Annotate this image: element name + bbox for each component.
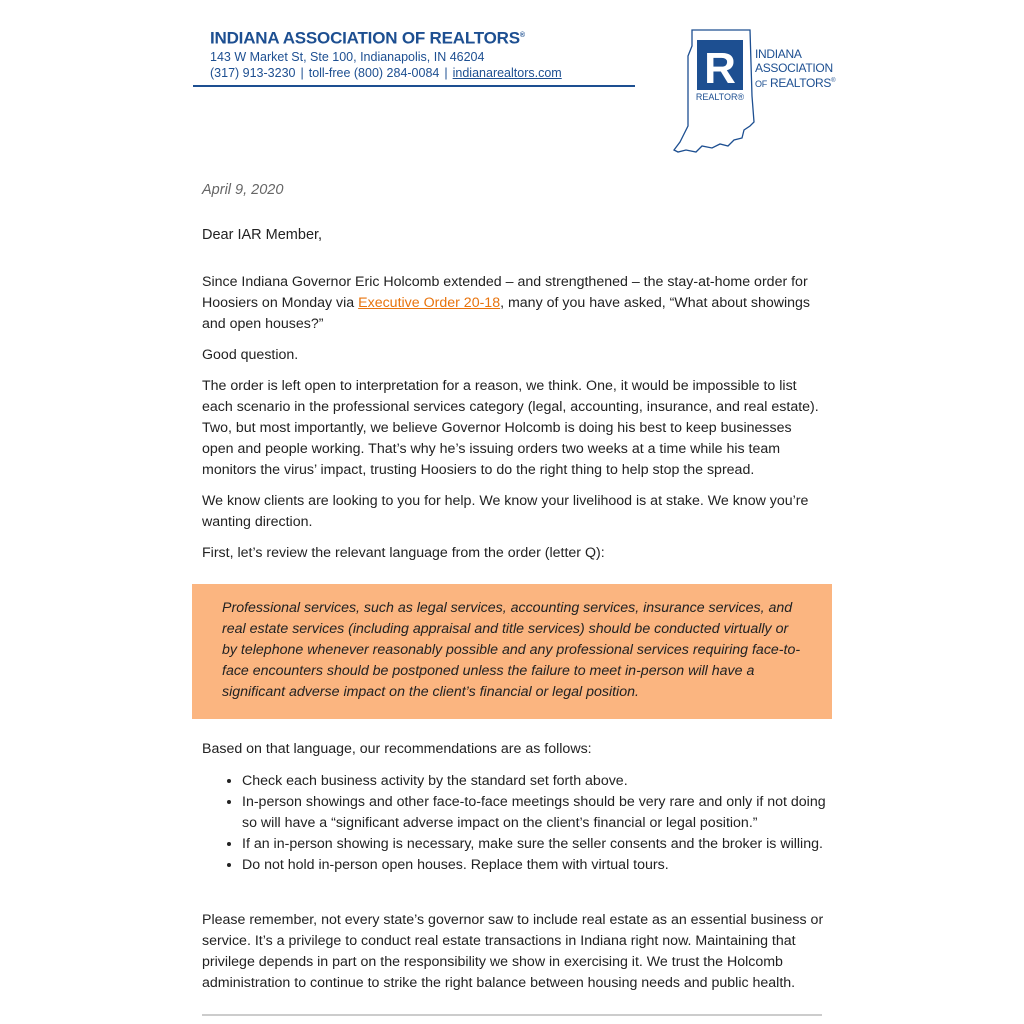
- order-quote-text: Professional services, such as legal services, accounting services, insurance services, and real estate services (including appraisal and title services) should be conducted virtually or by telephone whenever reasonably possible and any professional services requiring face-to-face encounters should be postponed unless the failure to meet in-person will have a significant adverse impact on the client’s financial or legal position.: [222, 600, 801, 700]
- remember-paragraph: Please remember, not every state’s governor saw to include real estate as an essential business or service. It’s a privilege to conduct real estate transactions in Indiana right now. Maintaining that privilege depends in part on the responsibility we show in exercising it. We trust the Holcomb administration to continue to strike the right balance between housing needs and public health.: [202, 912, 824, 991]
- org-tollfree: toll-free (800) 284-0084: [308, 65, 440, 80]
- list-item: • If an in-person showing is necessary, make sure the seller consents and the broker is willing.: [242, 834, 842, 855]
- logo-line-indiana: INDIANA: [755, 47, 802, 61]
- letterhead: [210, 26, 640, 81]
- header-rule: [193, 85, 635, 87]
- logo-realtors-mark: ®: [831, 78, 836, 84]
- org-address: 143 W Market St, Ste 100, Indianapolis, IN 46204: [210, 49, 485, 64]
- indiana-realtors-logo: [672, 26, 842, 158]
- intro-text-end: , many of you have asked, “What about showings and open houses?”: [202, 295, 811, 332]
- realtor-r-letter: R: [704, 44, 736, 93]
- clients-paragraph: We know clients are looking to you for help. We know your livelihood is at stake. We know you’re wanting direction.: [202, 493, 809, 530]
- contact-separator: |: [300, 65, 304, 80]
- intro-paragraph: [202, 272, 824, 335]
- list-item: • Check each business activity by the standard set forth above.: [242, 771, 842, 792]
- good-question-paragraph: Good question.: [202, 347, 299, 363]
- logo-realtors-word: REALTORS: [769, 76, 832, 90]
- intro-text-start: Since Indiana Governor Eric Holcomb extended – and strengthened – the stay-at-home order for Hoosiers on Monday via: [202, 274, 808, 311]
- logo-line-realtors: [755, 75, 835, 92]
- recommendations-list: [202, 771, 842, 876]
- org-phone: (317) 913-3230: [210, 65, 296, 80]
- logo-of: OF: [755, 79, 767, 89]
- org-name: [210, 26, 640, 49]
- executive-order-link[interactable]: Executive Order 20-18: [358, 295, 501, 311]
- footer-divider: [202, 1014, 822, 1016]
- org-website-link[interactable]: indianarealtors.com: [452, 65, 562, 80]
- logo-wordmark: [755, 48, 835, 92]
- interpretation-paragraph: The order is left open to interpretation for a reason, we think. One, it would be impossible to list each scenario in the professional services category (legal, accounting, insurance, and real estate). Two, but most importantly, we believe Governor Holcomb is doing his best to keep businesses open and people working. That’s why he’s issuing orders two weeks at a time while his team monitors the virus’ impact, trusting Hoosiers to do the right thing to help stop the spread.: [202, 378, 819, 478]
- org-name-text: INDIANA ASSOCIATION OF REALTORS: [210, 28, 520, 48]
- org-name-mark: ®: [519, 32, 525, 39]
- org-contact-line: [210, 65, 640, 81]
- contact-separator: |: [444, 65, 448, 80]
- letter-greeting: Dear IAR Member,: [202, 227, 323, 243]
- list-item: • Do not hold in-person open houses. Replace them with virtual tours.: [242, 855, 842, 876]
- letter-date: April 9, 2020: [202, 182, 284, 198]
- realtor-badge-text: REALTOR®: [695, 92, 745, 102]
- list-item: • In-person showings and other face-to-face meetings should be very rare and only if not doing so will have a “significant adverse impact on the client’s financial or legal position.”: [242, 792, 842, 834]
- based-paragraph: Based on that language, our recommendations are as follows:: [202, 741, 592, 757]
- review-paragraph: First, let’s review the relevant language from the order (letter Q):: [202, 545, 605, 561]
- logo-line-association: ASSOCIATION: [755, 60, 833, 75]
